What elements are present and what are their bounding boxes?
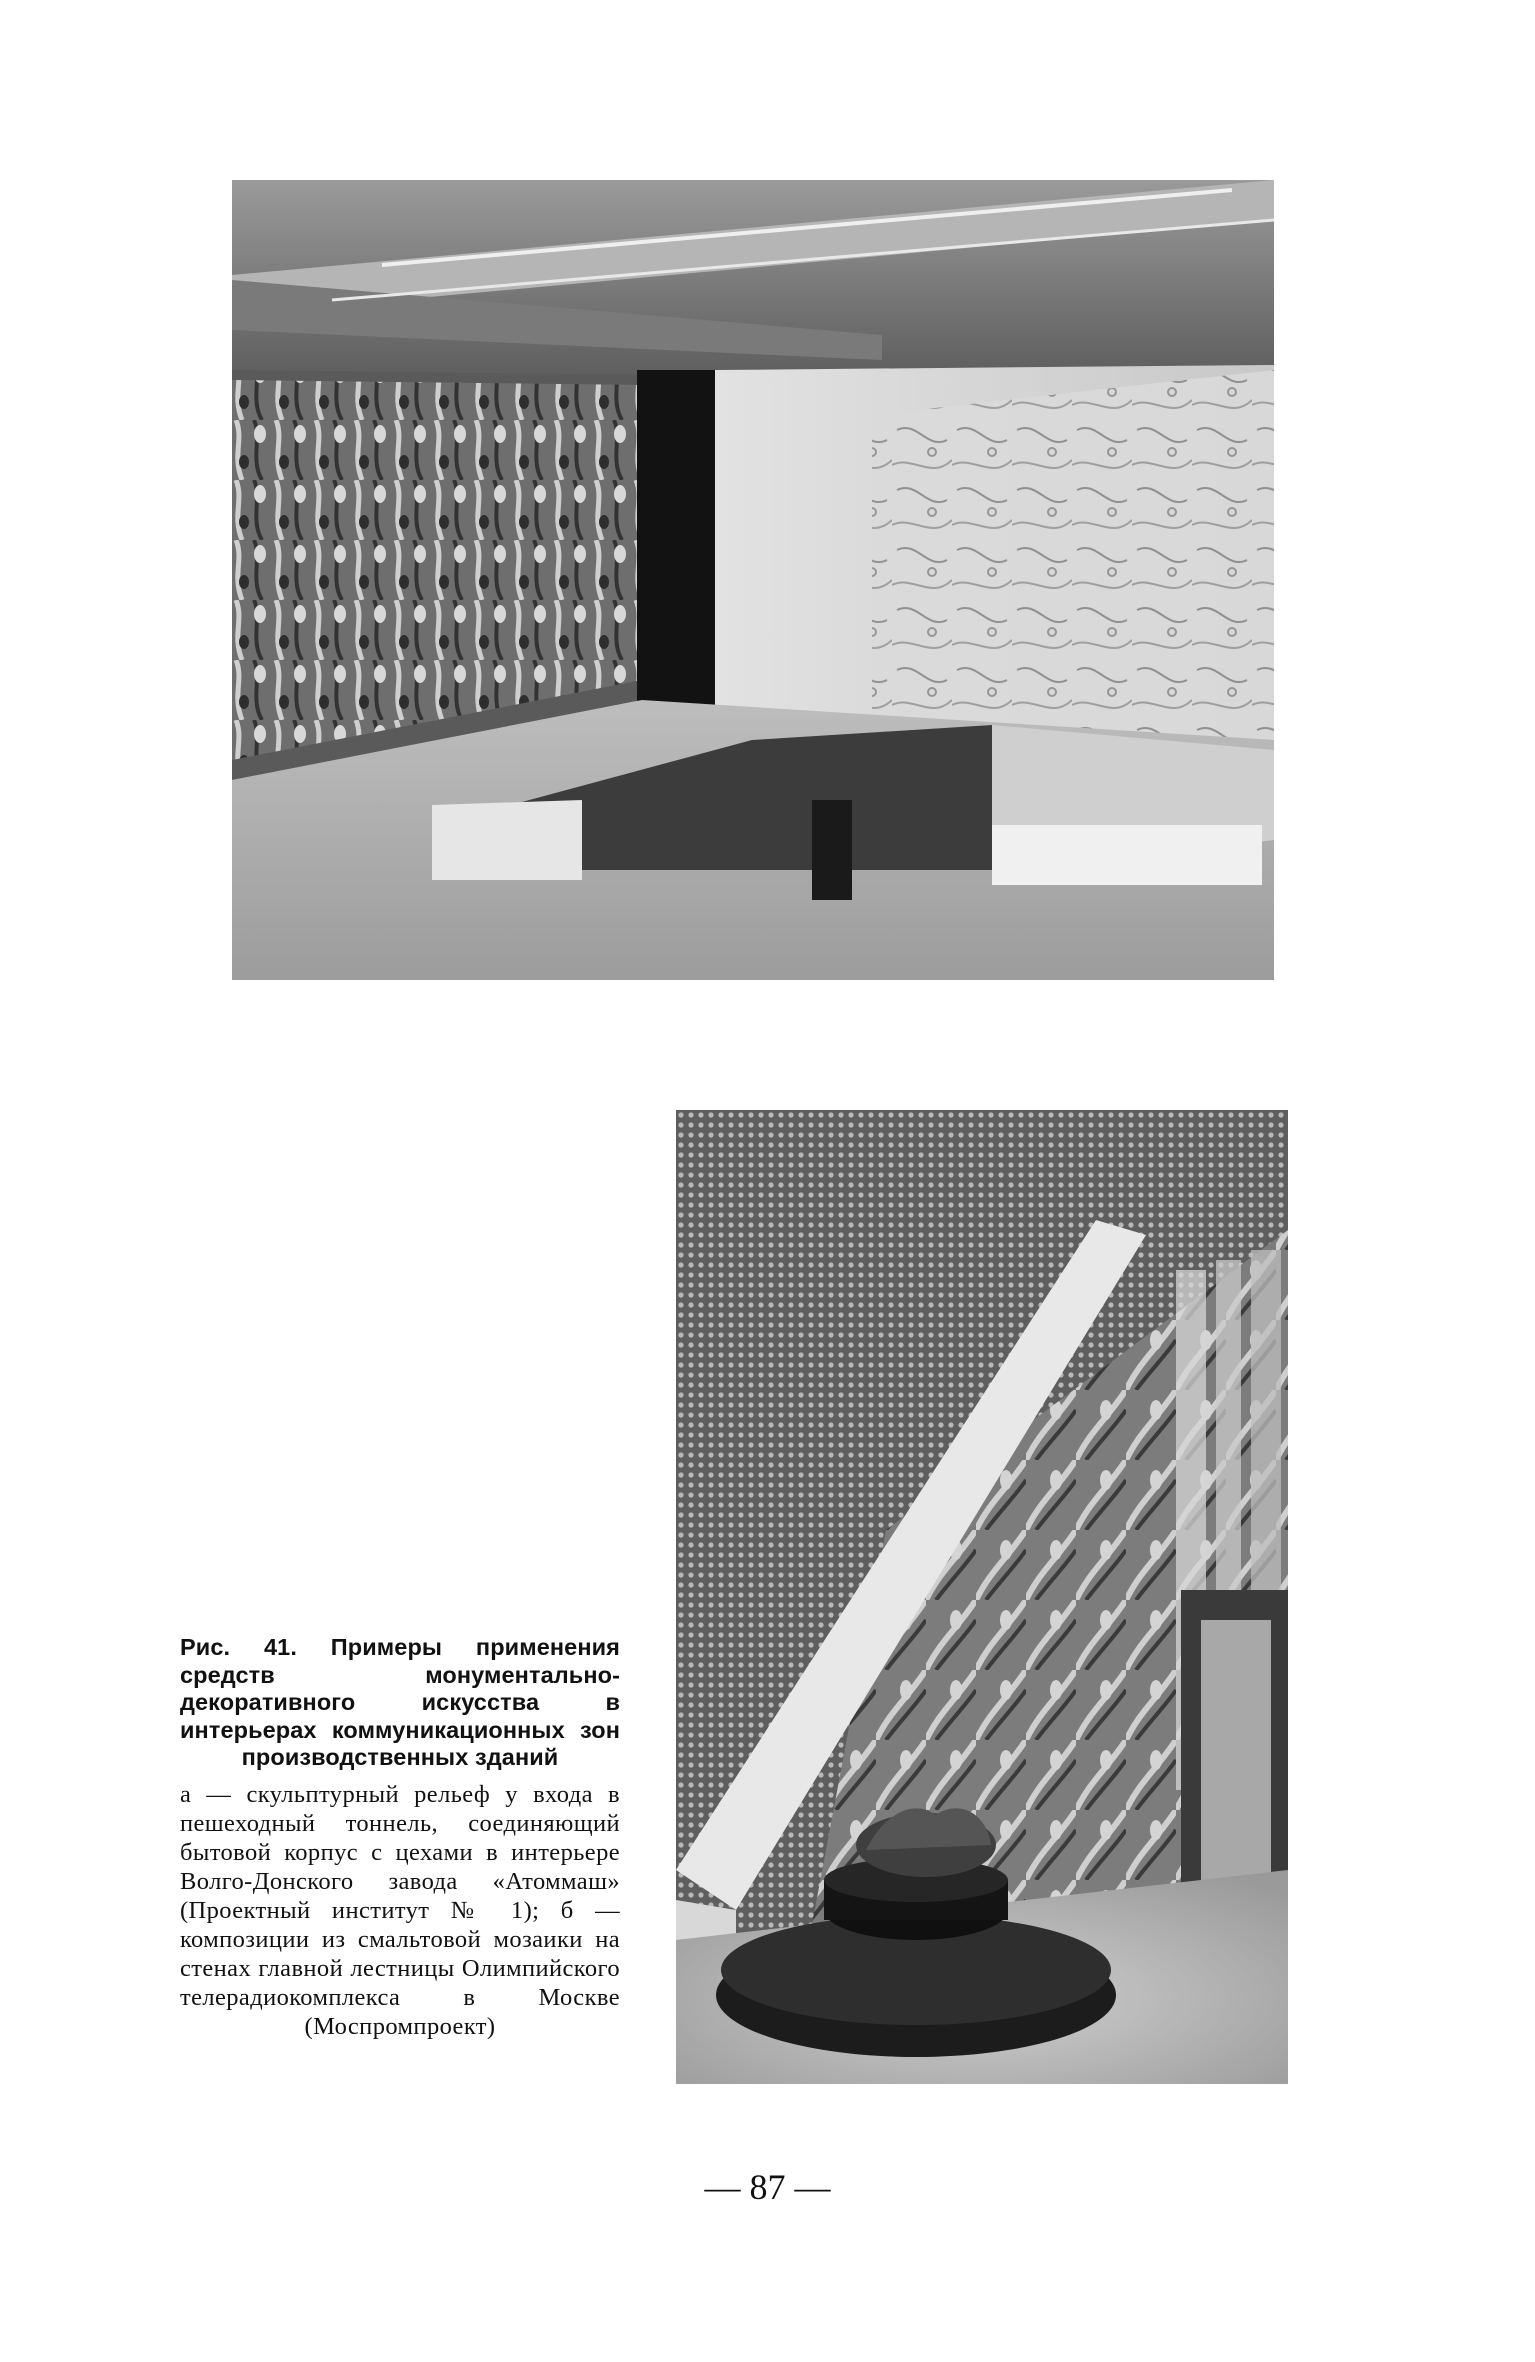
photo-mosaic-staircase [676, 1110, 1288, 2084]
photo-sculptural-relief [232, 180, 1274, 980]
page-number: — 87 — [704, 2167, 831, 2207]
caption-title: Рис. 41. Примеры применения средств монументально-декоративного искусства в интерьерах коммуникационных зон производственных зданий [180, 1634, 620, 1770]
caption-body: а — скульптурный рельеф у входа в пешеходный тоннель, соединяющий бытовой корпус с цехами в интерьере Волго-Донского завода «Атоммаш» (Проектный институт № 1); б — композиции из смальтовой мозаики на стенах главной лестницы Олимпийского телерадиокомплекса в Москве (Моспромпроект) [180, 1780, 620, 2040]
figure-caption [180, 1634, 620, 2041]
photo-a-image [232, 180, 1274, 980]
photo-b-image [676, 1110, 1288, 2084]
